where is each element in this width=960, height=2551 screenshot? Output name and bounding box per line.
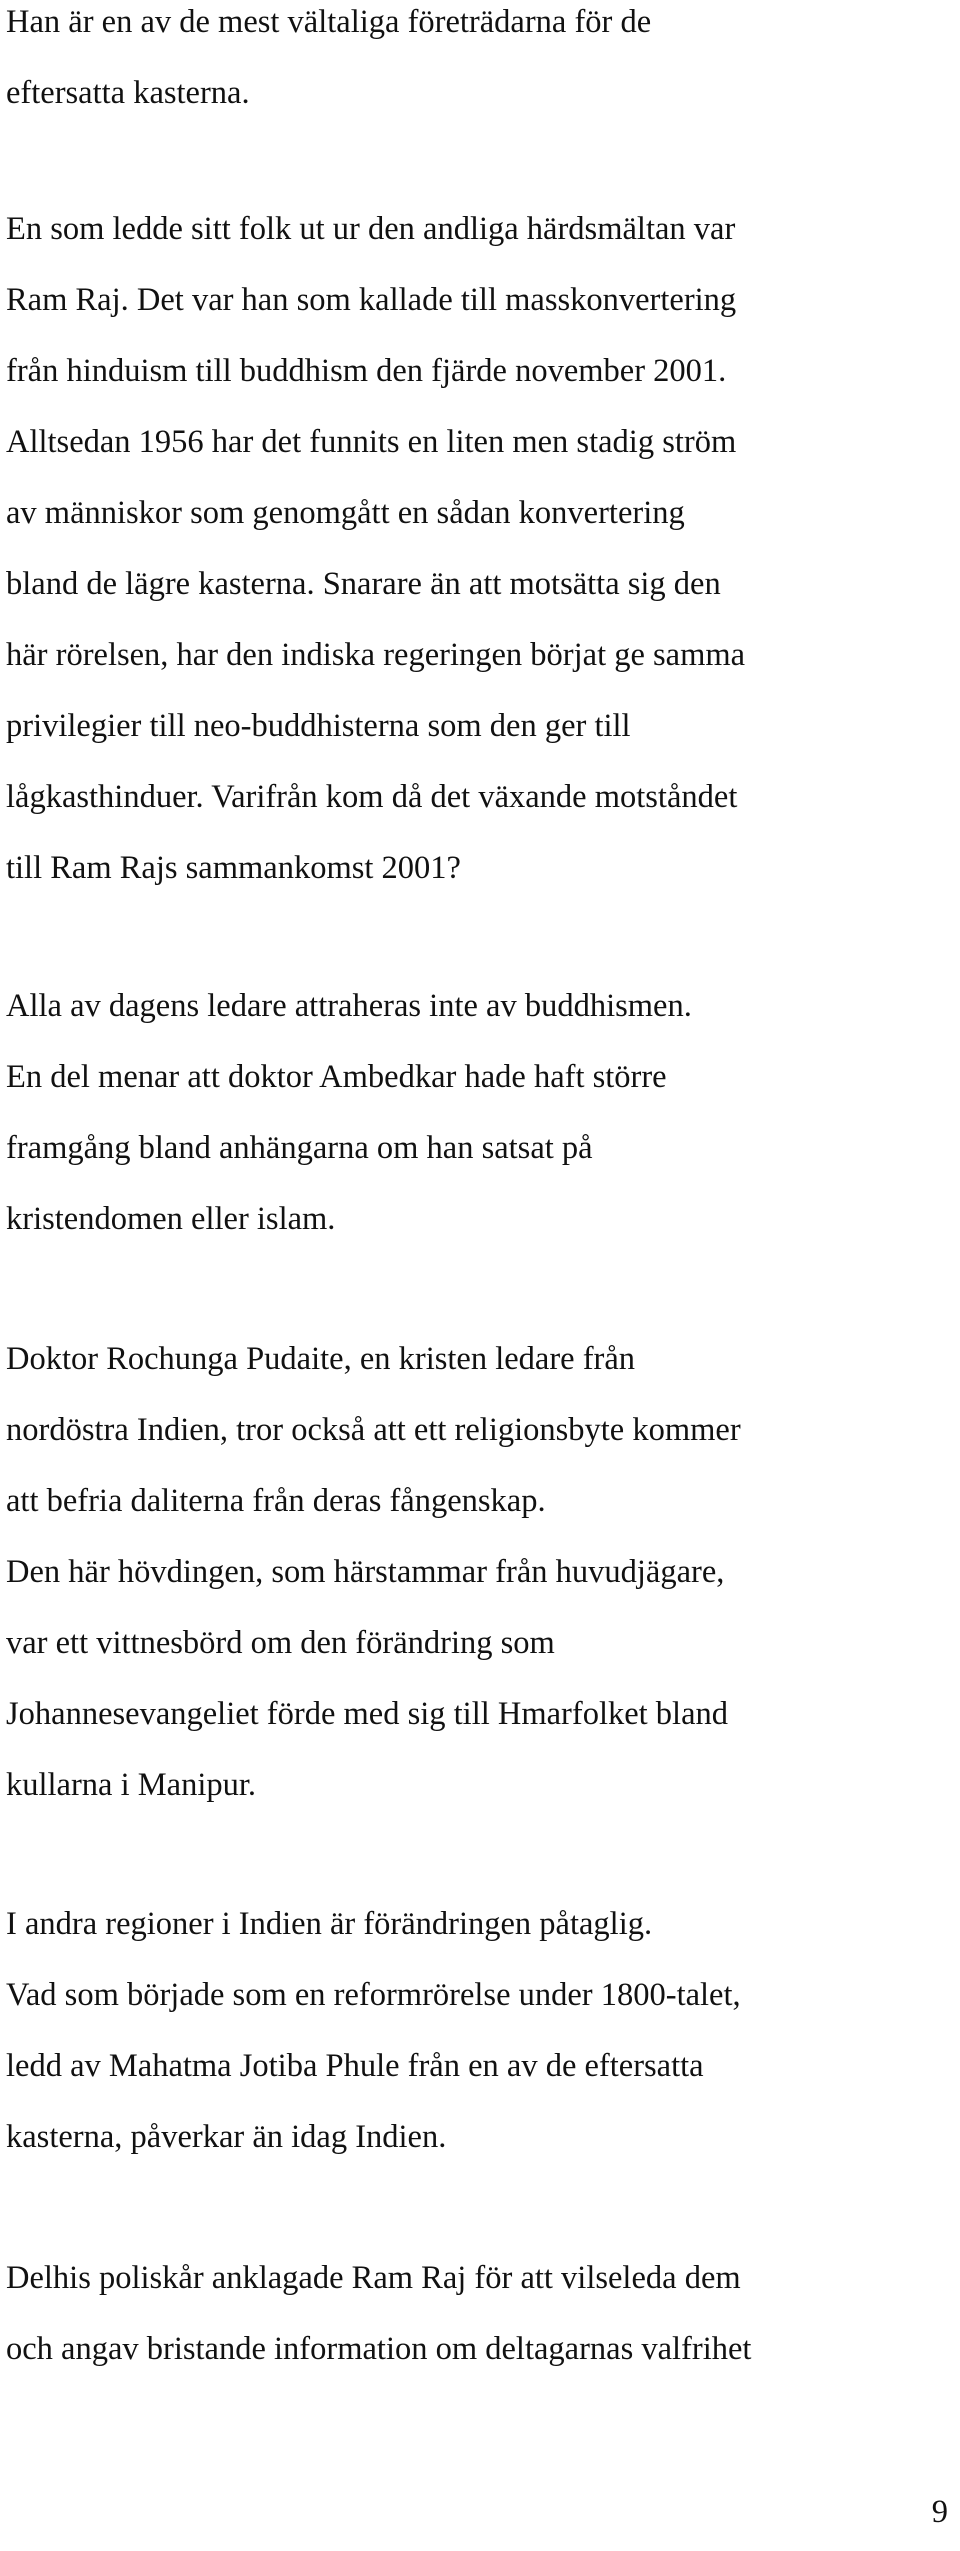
text-line: Den här hövdingen, som härstammar från huvudjägare, [6, 1554, 725, 1590]
paragraph-3 [6, 971, 951, 1255]
text-line: En del menar att doktor Ambedkar hade haft större [6, 1059, 667, 1095]
paragraph-1 [6, 0, 951, 129]
page-number: 9 [931, 2494, 948, 2530]
paragraph-5 [6, 1889, 951, 2173]
text-line: Alltsedan 1956 har det funnits en liten men stadig ström [6, 424, 737, 460]
text-line: eftersatta kasterna. [6, 75, 250, 111]
text-line: Doktor Rochunga Pudaite, en kristen ledare från [6, 1341, 636, 1377]
text-line: kullarna i Manipur. [6, 1767, 257, 1803]
paragraph-4 [6, 1324, 951, 1821]
text-line: En som ledde sitt folk ut ur den andliga härdsmältan var [6, 211, 736, 247]
text-line: I andra regioner i Indien är förändringen påtaglig. [6, 1906, 653, 1942]
text-line: privilegier till neo-buddhisterna som den ger till [6, 708, 631, 744]
text-line: till Ram Rajs sammankomst 2001? [6, 850, 461, 886]
text-line: av människor som genomgått en sådan konvertering [6, 495, 685, 531]
text-line: bland de lägre kasterna. Snarare än att motsätta sig den [6, 566, 721, 602]
text-line: här rörelsen, har den indiska regeringen börjat ge samma [6, 637, 746, 673]
text-line: och angav bristande information om deltagarnas valfrihet [6, 2331, 752, 2367]
text-line: lågkasthinduer. Varifrån kom då det växande motståndet [6, 779, 738, 815]
text-line: Johannesevangeliet förde med sig till Hmarfolket bland [6, 1696, 729, 1732]
text-line: kasterna, påverkar än idag Indien. [6, 2119, 447, 2155]
text-line: var ett vittnesbörd om den förändring som [6, 1625, 555, 1661]
text-line: framgång bland anhängarna om han satsat på [6, 1130, 593, 1166]
text-line: Ram Raj. Det var han som kallade till masskonvertering [6, 282, 737, 318]
text-line: att befria daliterna från deras fångenskap. [6, 1483, 546, 1519]
text-line: Vad som började som en reformrörelse under 1800-talet, [6, 1977, 741, 2013]
text-line: nordöstra Indien, tror också att ett religionsbyte kommer [6, 1412, 741, 1448]
paragraph-6 [6, 2243, 951, 2385]
text-line: kristendomen eller islam. [6, 1201, 336, 1237]
paragraph-2 [6, 194, 951, 904]
text-line: Delhis poliskår anklagade Ram Raj för att vilseleda dem [6, 2260, 741, 2296]
text-line: Han är en av de mest vältaliga företrädarna för de [6, 4, 652, 40]
text-line: ledd av Mahatma Jotiba Phule från en av de eftersatta [6, 2048, 704, 2084]
text-line: från hinduism till buddhism den fjärde november 2001. [6, 353, 727, 389]
text-line: Alla av dagens ledare attraheras inte av buddhismen. [6, 988, 692, 1024]
